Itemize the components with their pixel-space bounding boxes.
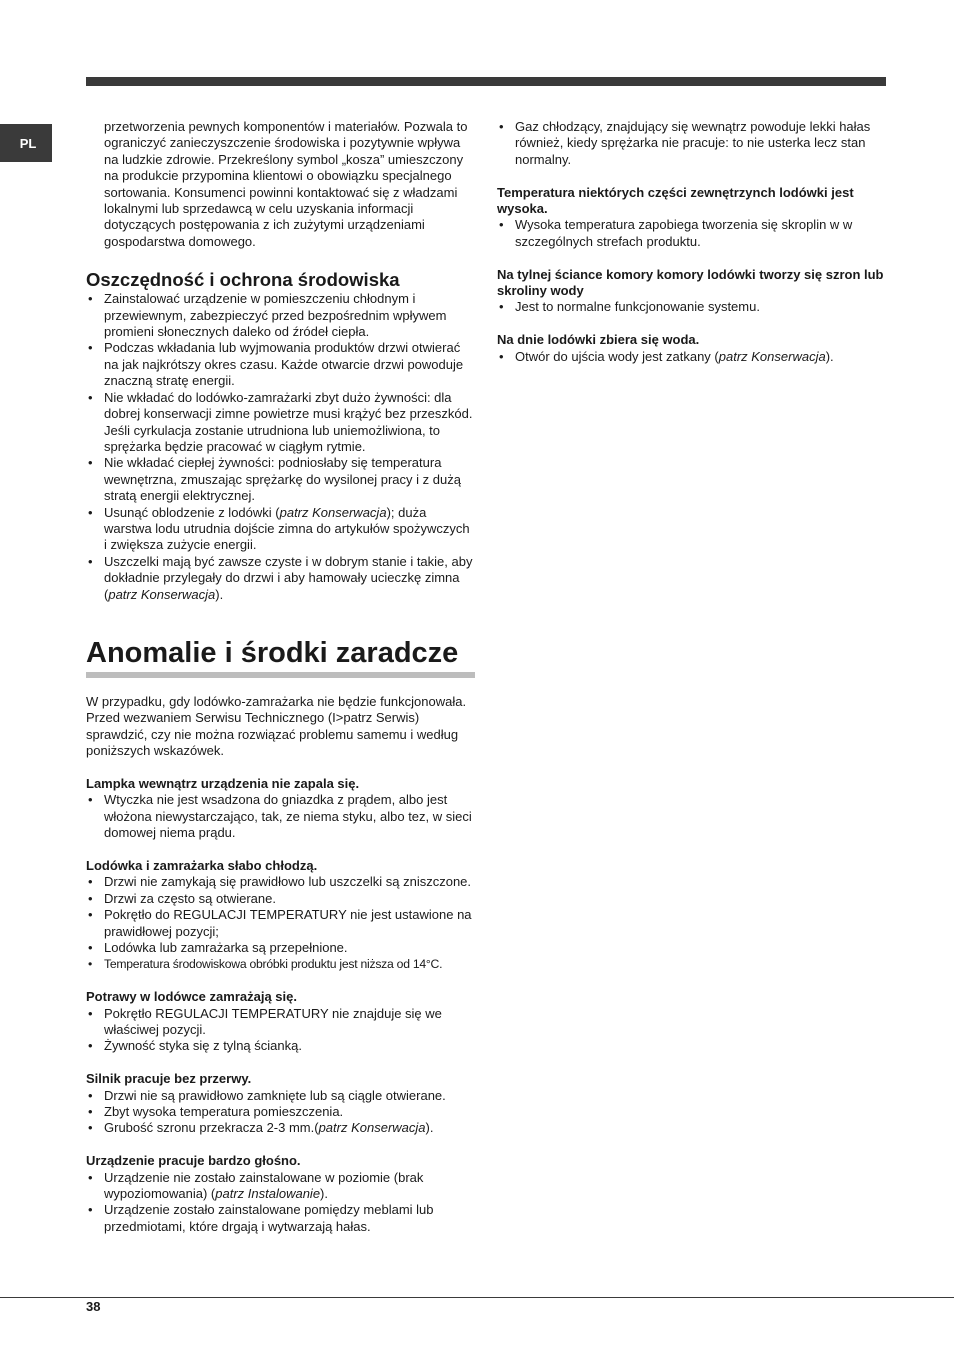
left-column [86, 119, 476, 1235]
savings-item: • Uszczelki mają być zawsze czyste i w dobrym stanie i takie, aby dokładnie przylegały do drzwi i aby hamowały ucieczkę zimna (patrz Konserwacja). [86, 554, 476, 603]
problem-cause: • Drzwi za często są otwierane. [86, 891, 476, 907]
savings-item: • Zainstalować urządzenie w pomieszczeniu chłodnym i przewiewnym, zabezpieczyć przed bezpośrednim wpływem promieni słonecznych daleko od źródeł ciepła. [86, 291, 476, 340]
cross-reference: patrz Konserwacja [318, 1120, 426, 1136]
problem-cause: • Pokrętło do REGULACJI TEMPERATURY nie jest ustawione na prawidłowej pozycji; [86, 907, 476, 940]
problem-heading: Na tylnej ściance komory komory lodówki tworzy się szron lub skroliny wody [497, 266, 884, 299]
continued-list [497, 119, 885, 168]
problem-section [497, 185, 885, 251]
problem-cause: • Zbyt wysoka temperatura pomieszczenia. [86, 1104, 476, 1120]
savings-item: • Usunąć oblodzenie z lodówki (patrz Konserwacja); duża warstwa lodu utrudnia dojście zimna do artykułów spożywczych i zwiększa zużycie energii. [86, 505, 476, 554]
problem-cause: • Lodówka lub zamrażarka są przepełnione. [86, 940, 476, 956]
problem-cause: • Jest to normalne funkcjonowanie systemu. [497, 299, 885, 315]
problem-heading: Temperatura niektórych części zewnętrzynch lodówki jest wysoka. [497, 184, 854, 217]
problem-heading: Na dnie lodówki zbiera się woda. [497, 332, 700, 348]
problem-cause: • Wysoka temperatura zapobiega tworzenia się skroplin w w szczególnych strefach produktu. [497, 217, 885, 250]
savings-item: • Nie wkładać ciepłej żywności: podniosłaby się temperatura wewnętrzna, zmuszając sprężarkę do wysilonej pracy i z dużą stratą energii elektrycznej. [86, 455, 476, 504]
problem-cause: • Urządzenie nie zostało zainstalowane w poziomie (brak wypoziomowania) (patrz Instalowanie). [86, 1170, 476, 1203]
disposal-paragraph: przetworzenia pewnych komponentów i materiałów. Pozwala to ograniczyć zanieczyszczenie środowiska i pozytywnie wpływa na ludzkie zdrowie. Przekreślony symbol „kosza” umieszczony na produkcie przypomina klientowi o obowiązku specjalnego sortowania. Konsumenci powinni kontaktować się z władzami lokalnymi lub sprzedawcą w celu uzyskania informacji dotyczących postępowania z ich zużytymi urządzeniami gospodarstwa domowego. [104, 119, 468, 249]
footer-rule [0, 1297, 954, 1298]
problem-heading: Potrawy w lodówce zamrażają się. [86, 989, 297, 1005]
problem-cause: • Pokrętło REGULACJI TEMPERATURY nie znajduje się we właściwej pozycji. [86, 1006, 476, 1039]
savings-list [86, 291, 476, 603]
problem-section [497, 332, 885, 365]
cross-reference: patrz Konserwacja [279, 504, 387, 520]
right-column [497, 119, 885, 365]
problem-section [86, 989, 476, 1055]
savings-item: • Nie wkładać do lodówko-zamrażarki zbyt dużo żywności: dla dobrej konserwacji zimne powietrze musi krążyć bez przeszkód. Jeśli cyrkulacja zostanie utrudniona lub uniemożliwiona, to sprężarka będzie pracować w ciągłym rytmie. [86, 390, 476, 456]
top-header-bar [86, 77, 886, 86]
problem-cause: • Gaz chłodzący, znajdujący się wewnątrz powoduje lekki hałas również, kiedy sprężarka nie pracuje: to nie usterka lecz stan normalny. [497, 119, 885, 168]
problem-cause: • Żywność styka się z tylną ścianką. [86, 1038, 476, 1054]
problem-cause: • Drzwi nie zamykają się prawidłowo lub uszczelki są zniszczone. [86, 874, 476, 890]
problem-heading: Urządzenie pracuje bardzo głośno. [86, 1153, 301, 1169]
problem-cause: • Otwór do ujścia wody jest zatkany (patrz Konserwacja). [497, 349, 885, 365]
problem-section [86, 776, 476, 842]
problem-section [86, 1071, 476, 1137]
savings-heading: Oszczędność i ochrona środowiska [86, 269, 400, 291]
problem-heading: Lampka wewnątrz urządzenia nie zapala się. [86, 775, 360, 791]
problem-section [86, 1153, 476, 1235]
problem-cause: • Grubość szronu przekracza 2-3 mm.(patrz Konserwacja). [86, 1120, 476, 1136]
problem-section [86, 858, 476, 973]
anomalies-title: Anomalie i środki zaradcze [86, 636, 475, 678]
problem-cause: • Urządzenie zostało zainstalowane pomiędzy meblami lub przedmiotami, które drgają i wytwarzają hałas. [86, 1202, 476, 1235]
cross-reference: patrz Instalowanie [215, 1186, 321, 1202]
problem-section [497, 267, 885, 316]
problem-cause: • Wtyczka nie jest wsadzona do gniazdka z prądem, albo jest włożona niewystarczająco, tak, ze niema styku, albo tez, w sieci domowej niema prądu. [86, 792, 476, 841]
anomalies-intro: W przypadku, gdy lodówko-zamrażarka nie będzie funkcjonowała. Przed wezwaniem Serwisu Technicznego (I>patrz Serwis) sprawdzić, czy nie można rozwiązać problemu samemu i według poniższych wskazówek. [86, 693, 467, 759]
problem-heading: Lodówka i zamrażarka słabo chłodzą. [86, 858, 318, 873]
page-number: 38 [86, 1299, 101, 1314]
problem-heading: Silnik pracuje bez przerwy. [86, 1071, 252, 1087]
problem-cause: • Drzwi nie są prawidłowo zamknięte lub są ciągle otwierane. [86, 1088, 476, 1104]
savings-item: • Podczas wkładania lub wyjmowania produktów drzwi otwierać na jak najkrótszy okres czasu. Każde otwarcie drzwi powoduje znaczną stratę energii. [86, 340, 476, 389]
language-code: PL [19, 135, 37, 151]
language-tab [0, 124, 52, 162]
cross-reference: patrz Konserwacja [718, 348, 826, 364]
cross-reference: patrz Konserwacja [108, 586, 216, 602]
problem-cause: • Temperatura środowiskowa obróbki produktu jest niższa od 14°C. [86, 956, 476, 972]
